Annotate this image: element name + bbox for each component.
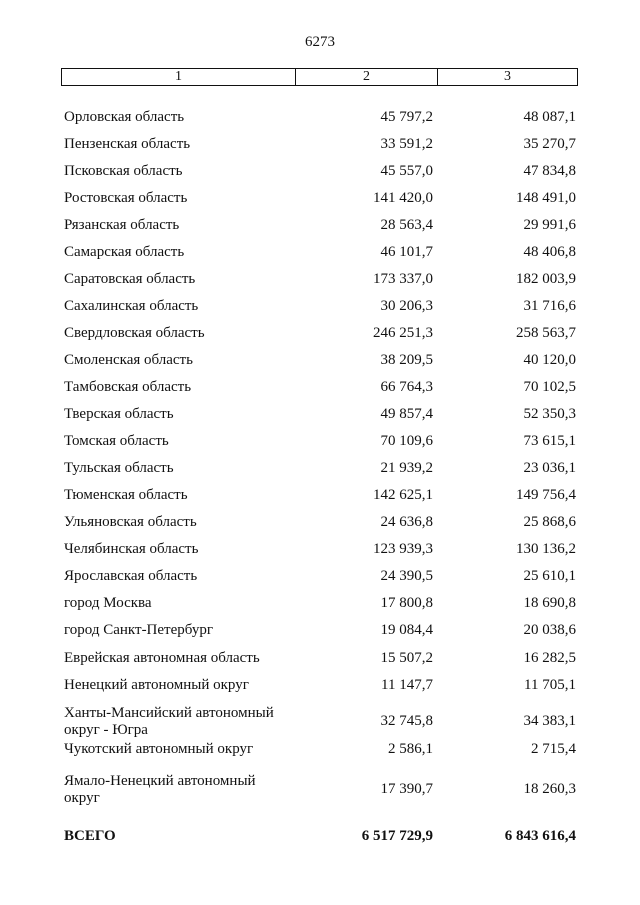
value-col-3: 25 610,1 — [523, 568, 576, 584]
value-col-3: 182 003,9 — [516, 271, 576, 287]
region-name: город Москва — [64, 595, 152, 611]
value-col-2: 30 206,3 — [380, 298, 433, 314]
value-col-2: 70 109,6 — [380, 433, 433, 449]
region-name: Тюменская область — [64, 487, 188, 503]
value-col-2: 2 586,1 — [388, 741, 433, 757]
value-col-3: 73 615,1 — [523, 433, 576, 449]
region-name: Рязанская область — [64, 217, 180, 233]
value-col-2: 17 390,7 — [380, 781, 433, 797]
value-col-2: 21 939,2 — [380, 460, 433, 476]
region-name: Томская область — [64, 433, 169, 449]
region-name: Тамбовская область — [64, 379, 192, 395]
page-number: 6273 — [305, 34, 335, 50]
region-name: Ханты-Мансийский автономный округ - Югра — [64, 705, 274, 738]
value-col-2: 32 745,8 — [380, 713, 433, 729]
value-col-3: 16 282,5 — [523, 650, 576, 666]
value-col-3: 149 756,4 — [516, 487, 576, 503]
value-col-2: 246 251,3 — [373, 325, 433, 341]
region-name: Сахалинская область — [64, 298, 199, 314]
region-name: Тульская область — [64, 460, 174, 476]
value-col-2: 173 337,0 — [373, 271, 433, 287]
table-header — [61, 68, 578, 86]
region-name: Тверская область — [64, 406, 174, 422]
value-col-2: 46 101,7 — [380, 244, 433, 260]
value-col-3: 47 834,8 — [523, 163, 576, 179]
region-name: Орловская область — [64, 109, 185, 125]
region-name: Ярославская область — [64, 568, 198, 584]
region-name: Челябинская область — [64, 541, 199, 557]
value-col-3: 20 038,6 — [523, 622, 576, 638]
value-col-3: 29 991,6 — [523, 217, 576, 233]
region-name: Еврейская автономная область — [64, 650, 260, 666]
header-col-3: 3 — [504, 69, 511, 84]
value-col-2: 141 420,0 — [373, 190, 433, 206]
value-col-2: 45 797,2 — [380, 109, 433, 125]
region-name: Ямало-Ненецкий автономный округ — [64, 773, 256, 806]
value-col-3: 18 690,8 — [523, 595, 576, 611]
value-col-2: 11 147,7 — [381, 677, 433, 693]
total-value-col-2: 6 517 729,9 — [361, 828, 433, 844]
value-col-2: 38 209,5 — [380, 352, 433, 368]
value-col-2: 33 591,2 — [380, 136, 433, 152]
value-col-3: 52 350,3 — [523, 406, 576, 422]
value-col-3: 130 136,2 — [516, 541, 576, 557]
region-name: Псковская область — [64, 163, 183, 179]
value-col-2: 45 557,0 — [380, 163, 433, 179]
value-col-3: 25 868,6 — [523, 514, 576, 530]
value-col-2: 142 625,1 — [373, 487, 433, 503]
region-name: Ростовская область — [64, 190, 188, 206]
value-col-3: 11 705,1 — [524, 677, 576, 693]
total-value-col-3: 6 843 616,4 — [504, 828, 576, 844]
value-col-2: 28 563,4 — [380, 217, 433, 233]
value-col-2: 19 084,4 — [380, 622, 433, 638]
header-col-1: 1 — [62, 69, 296, 85]
total-label: ВСЕГО — [64, 828, 116, 844]
region-name: Самарская область — [64, 244, 185, 260]
value-col-3: 40 120,0 — [523, 352, 576, 368]
value-col-3: 258 563,7 — [516, 325, 576, 341]
value-col-3: 34 383,1 — [523, 713, 576, 729]
value-col-2: 49 857,4 — [380, 406, 433, 422]
region-name: Смоленская область — [64, 352, 193, 368]
region-name: Пензенская область — [64, 136, 191, 152]
value-col-3: 2 715,4 — [531, 741, 576, 757]
value-col-3: 148 491,0 — [516, 190, 576, 206]
value-col-2: 15 507,2 — [380, 650, 433, 666]
value-col-3: 48 087,1 — [523, 109, 576, 125]
value-col-3: 23 036,1 — [523, 460, 576, 476]
value-col-3: 18 260,3 — [523, 781, 576, 797]
value-col-2: 24 636,8 — [380, 514, 433, 530]
region-name: Свердловская область — [64, 325, 205, 341]
value-col-3: 31 716,6 — [523, 298, 576, 314]
value-col-2: 66 764,3 — [380, 379, 433, 395]
region-name: город Санкт-Петербург — [64, 622, 213, 638]
region-name: Чукотский автономный округ — [64, 741, 254, 757]
region-name: Саратовская область — [64, 271, 196, 287]
header-col-2: 2 — [296, 69, 438, 85]
region-name: Ульяновская область — [64, 514, 197, 530]
value-col-2: 123 939,3 — [373, 541, 433, 557]
value-col-2: 17 800,8 — [380, 595, 433, 611]
value-col-2: 24 390,5 — [380, 568, 433, 584]
value-col-3: 35 270,7 — [523, 136, 576, 152]
value-col-3: 48 406,8 — [523, 244, 576, 260]
value-col-3: 70 102,5 — [523, 379, 576, 395]
region-name: Ненецкий автономный округ — [64, 677, 249, 693]
